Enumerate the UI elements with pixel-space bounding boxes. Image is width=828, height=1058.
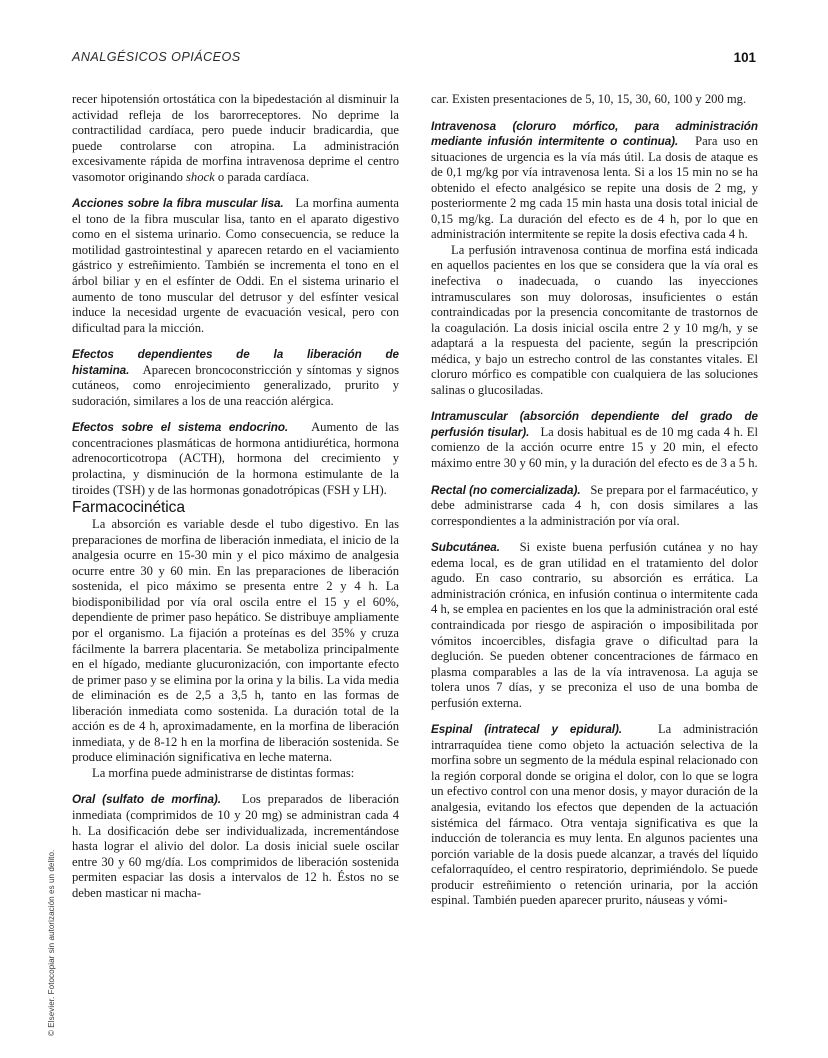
paragraph-body-histamina: Aparecen broncoconstricción y síntomas y signos cutáneos, como enrojecimiento generalizado, prurito y sudoración, similares a los de una reacción alérgica. <box>72 362 399 408</box>
paragraph-continued-cardiovascular <box>72 92 399 185</box>
paragraph-via-oral <box>72 792 399 901</box>
paragraph-perfusion-continua: La perfusión intravenosa continua de morfina está indicada en aquellos pacientes en los que se considera que la vía oral es inefectiva o inadecuada, o cuando las inyecciones intramusculares son muy dolorosas, insuficientes o están contraindicadas por la presencia concomitante de trastornos de la coagulación. La dosis inicial oscila entre 2 y 10 mg/h, y se adaptará a la respuesta del paciente, según la prescripción médica, y bajo un estrecho control de las constantes vitales. El cloruro mórfico es compatible con cualquiera de las soluciones salinas o glucosiladas. <box>431 242 758 397</box>
column-left <box>72 92 399 1032</box>
runin-heading-espinal: Espinal (intratecal y epidural). <box>431 723 623 737</box>
two-column-text-body <box>72 92 758 1032</box>
paragraph-text-after-italic: o parada cardíaca. <box>214 169 310 184</box>
copyright-notice-text: © Elsevier. Fotocopiar sin autorización es un delito. <box>47 849 56 1036</box>
paragraph-via-subcutanea <box>431 540 758 711</box>
runin-heading-endocrino: Efectos sobre el sistema endocrino. <box>72 421 289 435</box>
paragraph-body-intramuscular: La dosis habitual es de 10 mg cada 4 h. El comienzo de la acción ocurre entre 15 y 20 min, el efecto máximo entre 30 y 60 min, y la duración del efecto es de 3 a 5 h. <box>431 424 758 471</box>
paragraph-body-espinal: La administración intrarraquídea tiene como objeto la actuación selectiva de la morfina sobre un segmento de la médula espinal relacionado con la región corporal donde se origina el dolor, con lo que se logra un efectivo control con una menor dosis, y mayor duración de la analgesia, evitando los efectos que dependen de la actuación sistémica del fármaco. Otra ventaja significativa es que la inducción de tolerancia es muy lenta. En algunos pacientes una porción variable de la dosis puede alcanzar, a través del líquido cefalorraquídeo, el centro respiratorio, deprimiéndolo. Se puede producir estreñimiento o retención urinaria, por la acción espinal. También pueden aparecer prurito, náuseas y vómi- <box>431 722 759 908</box>
paragraph-body-fibra-lisa: La morfina aumenta el tono de la fibra muscular lisa, tanto en el aparato digestivo como en el sistema urinario. Como consecuencia, se reduce la motilidad gastrointestinal y aparecen retardo en el vaciamiento gástrico y estreñimiento. También se incrementa el tono en el árbol biliar y en el esfínter de Oddi. En el sistema urinario el aumento de tono muscular del detrusor y del esfínter vesical induce la necesidad urgente de evacuación vesical, pero con dificultad para la micción. <box>72 196 399 335</box>
paragraph-via-espinal <box>431 722 758 909</box>
paragraph-fibra-muscular-lisa <box>72 196 399 336</box>
runin-heading-oral: Oral (sulfato de morfina). <box>72 793 221 807</box>
paragraph-continued-presentaciones: car. Existen presentaciones de 5, 10, 15, 30, 60, 100 y 200 mg. <box>431 92 747 106</box>
paragraph-text-before-italic: recer hipotensión ortostática con la bipedestación al disminuir la actividad refleja de los barorreceptores. No deprime la contractilidad cardíaca, pero puede inducir bradicardia, que puede controlarse con atropina. La administración excesivamente rápida de morfina intravenosa deprime el centro vasomotor originando <box>72 92 399 184</box>
paragraph-sistema-endocrino <box>72 420 399 498</box>
paragraph-body-intravenosa: Para uso en situaciones de urgencia es la vía más útil. La dosis de ataque es de 0,1 mg/kg por vía intravenosa lenta. Si a los 15 min no se ha obtenido el efecto analgésico se repite una dosis de 2 mg, y posteriormente 2 mg cada 15 min hasta una dosis total inicial de 0,15 mg/kg. La duración del efecto es de 4 h, por lo que en administración intermitente se repite la dosis efectiva cada 4 h. <box>431 134 758 242</box>
runin-heading-intravenosa: Intravenosa (cloruro mórfico, para administración mediante infusión intermitente o continua). <box>431 119 758 149</box>
paragraph-body-subcutanea: Si existe buena perfusión cutánea y no hay edema local, es de gran utilidad en el tratamiento del dolor agudo. En caso contrario, su absorción es errática. La administración crónica, en infusión continua o intermitente cada 4 h, se emplea en pacientes en los que la administración oral esté contraindicada por riesgo de aspiración o imposibilitada por vómitos incoercibles, disfagia grave o dificultad para la deglución. Se pueden obtener concentraciones de fármaco en plasma comparables a las de la vía intravenosa. La aguja se tolera unos 7 días, y se preconiza el uso de una bomba de perfusión externa. <box>431 540 759 710</box>
copyright-notice-rotated <box>47 636 61 1036</box>
running-head <box>72 50 756 72</box>
paragraph-via-intravenosa <box>431 119 758 243</box>
paragraph-body-oral: Los preparados de liberación inmediata (comprimidos de 10 y 20 mg) se administran cada 4 h. La dosificación debe ser individualizada, incrementándose hasta lograr el alivio del dolor. La dosis inicial suele oscilar entre 30 y 60 mg/día. Los comprimidos de liberación sostenida permiten espaciar las dosis a intervalos de 12 h. Éstos no se deben masticar ni macha- <box>72 792 399 900</box>
runin-heading-intramuscular: Intramuscular (absorción dependiente del grado de perfusión tisular). <box>431 410 758 439</box>
paragraph-body-rectal: Se prepara por el farmacéutico, y debe administrarse cada 4 h, con dosis similares a las correspondientes a la administración por vía oral. <box>431 482 758 528</box>
paragraph-farmacocinetica-1: La absorción es variable desde el tubo digestivo. En las preparaciones de morfina de liberación inmediata, el inicio de la analgesia ocurre en 15-30 min y el pico máximo de analgesia ocurre entre 30 y 60 min. En las preparaciones de liberación sostenida, el pico máximo se presenta entre 2 y 4 h. La biodisponibilidad por vía oral oscila entre el 15 y el 60%, dependiente de primer paso hepático. Se distribuye ampliamente por el organismo. La fijación a proteínas es del 35% y cruza fácilmente la barrera placentaria. Se metaboliza principalmente en el hígado, mediante glucuronización, con importante efecto de primer paso y se elimina por la orina y la bilis. La vida media de eliminación es de 2,5 a 3,5 h, tanto en las formas de liberación inmediata como sostenida. La duración total de la acción es de 4 h, aproximadamente, en la morfina de liberación inmediata, y de 8-12 h en la morfina de liberación sostenida. Se produce eliminación significativa en leche materna. <box>72 517 399 765</box>
paragraph-histamina <box>72 347 399 409</box>
paragraph-body-endocrino: Aumento de las concentraciones plasmáticas de hormona antidiurética, hormona adrenocorticotropa (ACTH), hormona del crecimiento y prolactina, y disminución de la hormona estimulante de la tiroides (TSH) y de las hormonas gonadotrópicas (FSH y LH). <box>72 420 400 497</box>
paragraph-farmacocinetica-2: La morfina puede administrarse de distintas formas: <box>92 765 355 780</box>
runin-heading-histamina: Efectos dependientes de la liberación de histamina. <box>72 348 399 377</box>
running-head-title: ANALGÉSICOS OPIÁCEOS <box>72 50 241 64</box>
column-right <box>431 92 758 1032</box>
runin-heading-subcutanea: Subcutánea. <box>431 541 500 555</box>
italic-term-shock: shock <box>186 169 215 184</box>
page-number: 101 <box>733 50 756 65</box>
paragraph-via-rectal <box>431 483 758 530</box>
paragraph-via-intramuscular <box>431 409 758 471</box>
runin-heading-rectal: Rectal (no comercializada). <box>431 483 581 497</box>
section-heading-farmacocinetica: Farmacocinética <box>72 499 185 517</box>
runin-heading-fibra-lisa: Acciones sobre la fibra muscular lisa. <box>72 197 284 211</box>
